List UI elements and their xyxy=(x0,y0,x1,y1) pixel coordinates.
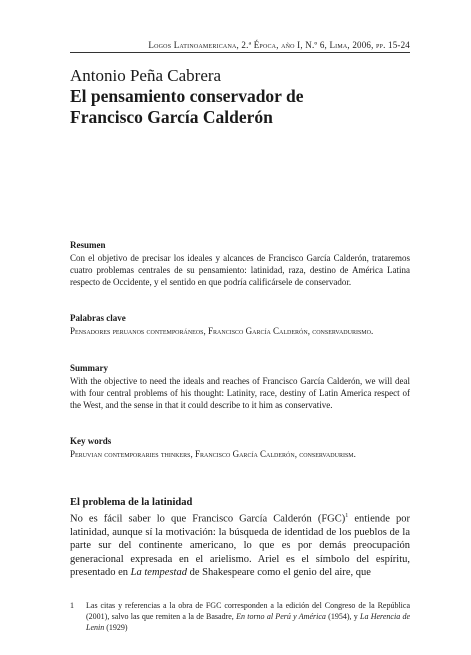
body-text-part-1: No es fácil saber lo que Francisco García Calderón (FGC) xyxy=(70,513,346,525)
summary-label: Summary xyxy=(70,363,108,373)
resumen-text: Con el objetivo de precisar los ideales y alcances de Francisco García Calderón, trataremos cuatro problemas centrales de su pensamiento: latinidad, raza, destino de América Latina respecto de Occidente, y el sentido en que podría calificársele de conservador. xyxy=(70,253,410,287)
section-heading: El problema de la latinidad xyxy=(70,497,193,508)
author-name: Antonio Peña Cabrera xyxy=(70,66,222,85)
body-paragraph xyxy=(70,510,410,580)
summary-text: With the objective to need the ideals and reaches of Francisco García Calderón, we will deal with four central problems of his thought: Latinity, race, destiny of Latin America respect of the West, and the sense in that it could describe to it him as conservative. xyxy=(70,376,410,410)
key-words-label: Key words xyxy=(70,436,112,446)
footnote xyxy=(70,600,410,633)
running-head: Logos Latinoamericana, 2.ª Época, año I, N.º 6, Lima, 2006, pp. 15-24 xyxy=(70,40,410,53)
footnote-ref: 1 xyxy=(345,513,349,519)
palabras-clave-text: Pensadores peruanos contemporáneos, Francisco García Calderón, conservadurismo. xyxy=(70,326,374,336)
article-title-line-2: Francisco García Calderón xyxy=(70,107,273,127)
resumen-label: Resumen xyxy=(70,240,106,250)
footnote-text-b: (1954), y xyxy=(325,612,361,621)
footnote-text-a: Las citas y referencias a la obra de FGC corresponden a la edición del Congreso de la República (2001), salvo las que remiten a la de Basadre, xyxy=(86,601,410,621)
article-title-line-1: El pensamiento conservador de xyxy=(70,86,304,106)
palabras-clave-label: Palabras clave xyxy=(70,313,126,323)
key-words-text: Peruvian contemporaries thinkers, Francisco García Calderón, conservadurism. xyxy=(70,449,356,459)
body-italic-title: La tempestad xyxy=(130,567,187,579)
body-text-part-3: de Shakespeare como el genio del aire, que xyxy=(186,567,371,579)
body-text-part-2: entiende por latinidad, aunque sí la motivación: la búsqueda de identidad de los pueblos de la parte sur del continente americano, lo que es por demás preocupación generacional expresada en el arielismo. Ariel es el símbolo del espíritu, presentado en xyxy=(70,513,410,579)
footnote-italic-b: La Herencia de Lenin xyxy=(86,612,411,632)
footnote-text-c: (1929) xyxy=(104,623,128,632)
footnote-number: 1 xyxy=(70,601,74,610)
footnote-italic-a: En torno al Perú y América xyxy=(236,612,326,621)
